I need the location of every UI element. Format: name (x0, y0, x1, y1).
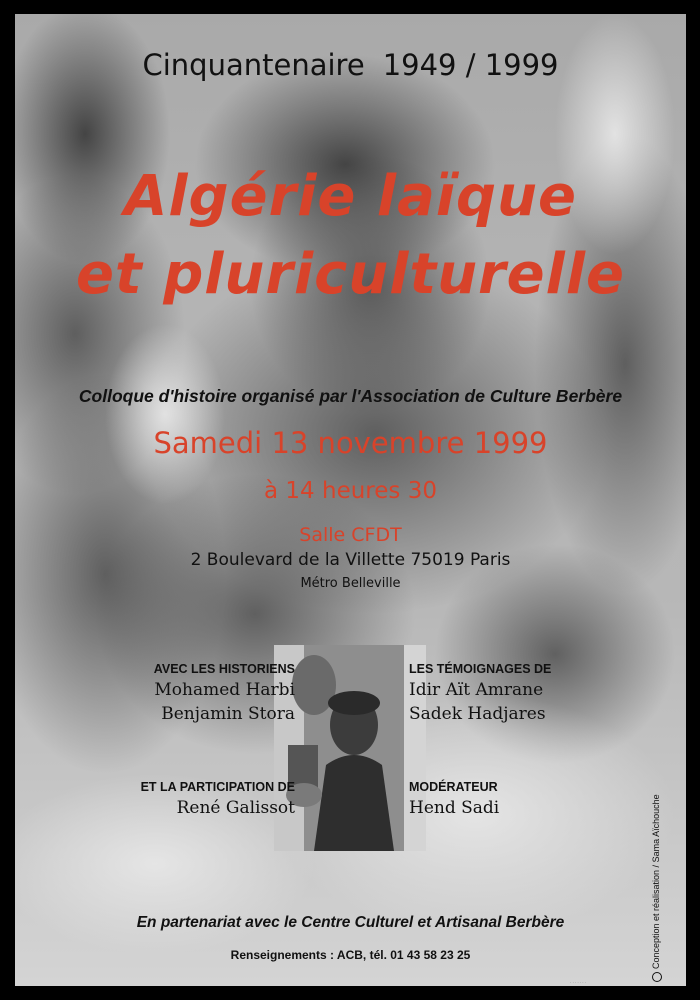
moderator-label: MODÉRATEUR (409, 780, 498, 794)
venue-address: 2 Boulevard de la Villette 75019 Paris (190, 550, 511, 570)
venue-name: Salle CFDT (299, 524, 402, 546)
moderator-name: Hend Sadi (409, 798, 500, 818)
historians-label: AVEC LES HISTORIENS (153, 662, 295, 676)
credit-text: Conception et réalisation / Sama Aïchouche (651, 794, 661, 969)
testimony-name: Sadek Hadjares (409, 704, 546, 724)
testimonies-label: LES TÉMOIGNAGES DE (409, 662, 552, 676)
header-title: Cinquantenaire (142, 48, 365, 82)
contact-info: Renseignements : ACB, tél. 01 43 58 23 25 (230, 948, 471, 962)
center-photo (274, 645, 426, 851)
title-line-1: Algérie laïque (123, 164, 577, 229)
participation-label: ET LA PARTICIPATION DE (140, 780, 295, 794)
testimony-name: Idir Aït Amrane (409, 680, 544, 700)
title-line-2: et pluriculturelle (75, 242, 626, 307)
credit-line (651, 794, 662, 982)
event-date: Samedi 13 novembre 1999 (153, 426, 548, 460)
logo-icon (652, 972, 662, 982)
header-years: 1949 / 1999 (382, 48, 559, 82)
printer-mark: · · · · · · · (570, 980, 586, 985)
partnership-line: En partenariat avec le Centre Culturel et Artisanal Berbère (136, 914, 565, 931)
metro-station: Métro Belleville (300, 576, 401, 591)
header (15, 48, 686, 82)
historian-name: Mohamed Harbi (154, 680, 295, 700)
participant-name: René Galissot (176, 798, 295, 818)
event-time: à 14 heures 30 (264, 478, 437, 504)
historian-name: Benjamin Stora (161, 704, 295, 724)
subtitle: Colloque d'histoire organisé par l'Association de Culture Berbère (78, 386, 623, 406)
poster (15, 14, 686, 986)
